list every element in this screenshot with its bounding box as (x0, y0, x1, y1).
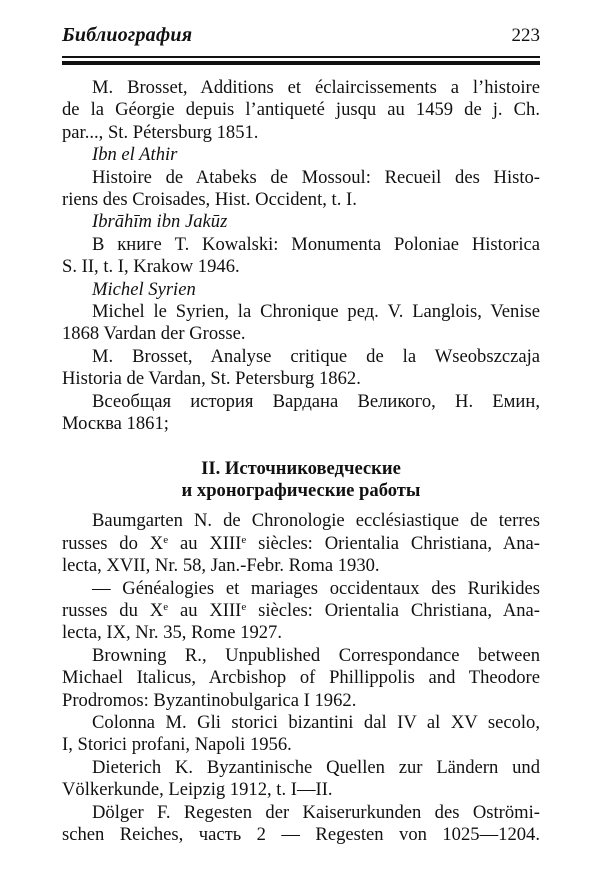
section-heading (62, 458, 540, 503)
text-line: par..., St. Pétersburg 1851. (62, 121, 259, 143)
entry-baumgarten-genealogies (62, 578, 540, 645)
text-line: Histoire de Atabeks de Mossoul: Recueil des Histo- (92, 166, 540, 188)
text-line: Baumgarten N. de Chronologie ecclésiastique de terres (92, 510, 540, 532)
text-line: Völkerkunde, Leipzig 1912, t. I—II. (62, 779, 333, 801)
author-name: Ibrāhīm ibn Jakūz (92, 211, 228, 233)
superscript: e (163, 533, 169, 546)
text-line: Москва 1861; (62, 413, 169, 435)
superscript: e (163, 600, 169, 613)
header-rule-thin (62, 56, 540, 58)
page-number: 223 (511, 25, 540, 46)
text-line: de la Géorgie depuis l’antiqueté jusqu au 1459 de j. Ch. (62, 99, 540, 121)
text-fragment: au XIII (168, 599, 242, 621)
text-line: Colonna M. Gli storici bizantini dal IV al XV secolo, (92, 711, 540, 733)
superscript: e (241, 600, 247, 613)
text-line: Michel le Syrien, la Chronique ред. V. Langlois, Venise (92, 301, 540, 323)
header-rule-thick (62, 61, 540, 65)
text-line: 1868 Vardan der Grosse. (62, 323, 246, 345)
entry-browning (62, 645, 540, 712)
text-line: lecta, XVII, Nr. 58, Jan.-Febr. Roma 1930. (62, 555, 380, 577)
superscript: e (241, 533, 247, 546)
entry-colonna (62, 712, 540, 757)
text-line: schen Reiches, часть 2 — Regesten von 1025—1204. (62, 824, 540, 845)
entry-dieterich (62, 757, 540, 802)
entry-ibn-el-athir (62, 144, 540, 211)
author-name: Ibn el Athir (92, 144, 178, 166)
bibliography-text (62, 77, 540, 846)
entry-brosset-additions (62, 77, 540, 144)
text-line: M. Brosset, Additions et éclaircissements a l’histoire (92, 77, 540, 98)
text-fragment: siècles: Orientalia Christiana, Ana- (246, 532, 540, 554)
text-fragment: russes do X (62, 532, 164, 554)
text-fragment: au XIII (168, 532, 242, 554)
entry-baumgarten-chronologie (62, 510, 540, 577)
text-line: Prodromos: Byzantinobulgarica I 1962. (62, 689, 357, 711)
text-line: Всеобщая история Вардана Великого, Н. Емин, (92, 390, 540, 412)
section-heading-line: II. Источниковедческие (201, 457, 401, 479)
text-line (62, 533, 540, 555)
entry-michel-syrien (62, 279, 540, 346)
entry-dolger (62, 802, 540, 847)
book-page (62, 22, 540, 846)
text-line: Michael Italicus, Arcbishop of Phillippolis and Theodore (62, 667, 540, 689)
running-head (62, 22, 540, 48)
text-fragment: russes du X (62, 599, 164, 621)
text-line: Browning R., Unpublished Correspondance between (92, 644, 540, 666)
entry-brosset-analyse (62, 346, 540, 391)
text-line: В книге T. Kowalski: Monumenta Poloniae Historica (92, 233, 540, 255)
text-line: — Généalogies et mariages occidentaux des Rurikides (92, 577, 540, 599)
text-line (62, 600, 540, 622)
text-line: riens des Croisades, Hist. Occident, t. I. (62, 189, 357, 211)
entry-vardan-russian (62, 391, 540, 436)
entry-ibrahim-ibn-jakuz (62, 211, 540, 278)
section-heading-line: и хронографические работы (181, 479, 421, 501)
text-line: Dieterich K. Byzantinische Quellen zur Ländern und (92, 756, 540, 778)
author-name: Michel Syrien (92, 278, 196, 300)
text-line: Dölger F. Regesten der Kaiserurkunden des Oströmi- (92, 801, 540, 823)
running-title: Библиография (62, 24, 193, 46)
text-line: S. II, t. I, Krakow 1946. (62, 256, 240, 278)
text-line: I, Storici profani, Napoli 1956. (62, 734, 292, 756)
text-line: lecta, IX, Nr. 35, Rome 1927. (62, 622, 282, 644)
text-fragment: siècles: Orientalia Christiana, Ana- (246, 599, 540, 621)
text-line: M. Brosset, Analyse critique de la Wseobszczaja (92, 345, 540, 367)
text-line: Historia de Vardan, St. Petersburg 1862. (62, 368, 361, 390)
